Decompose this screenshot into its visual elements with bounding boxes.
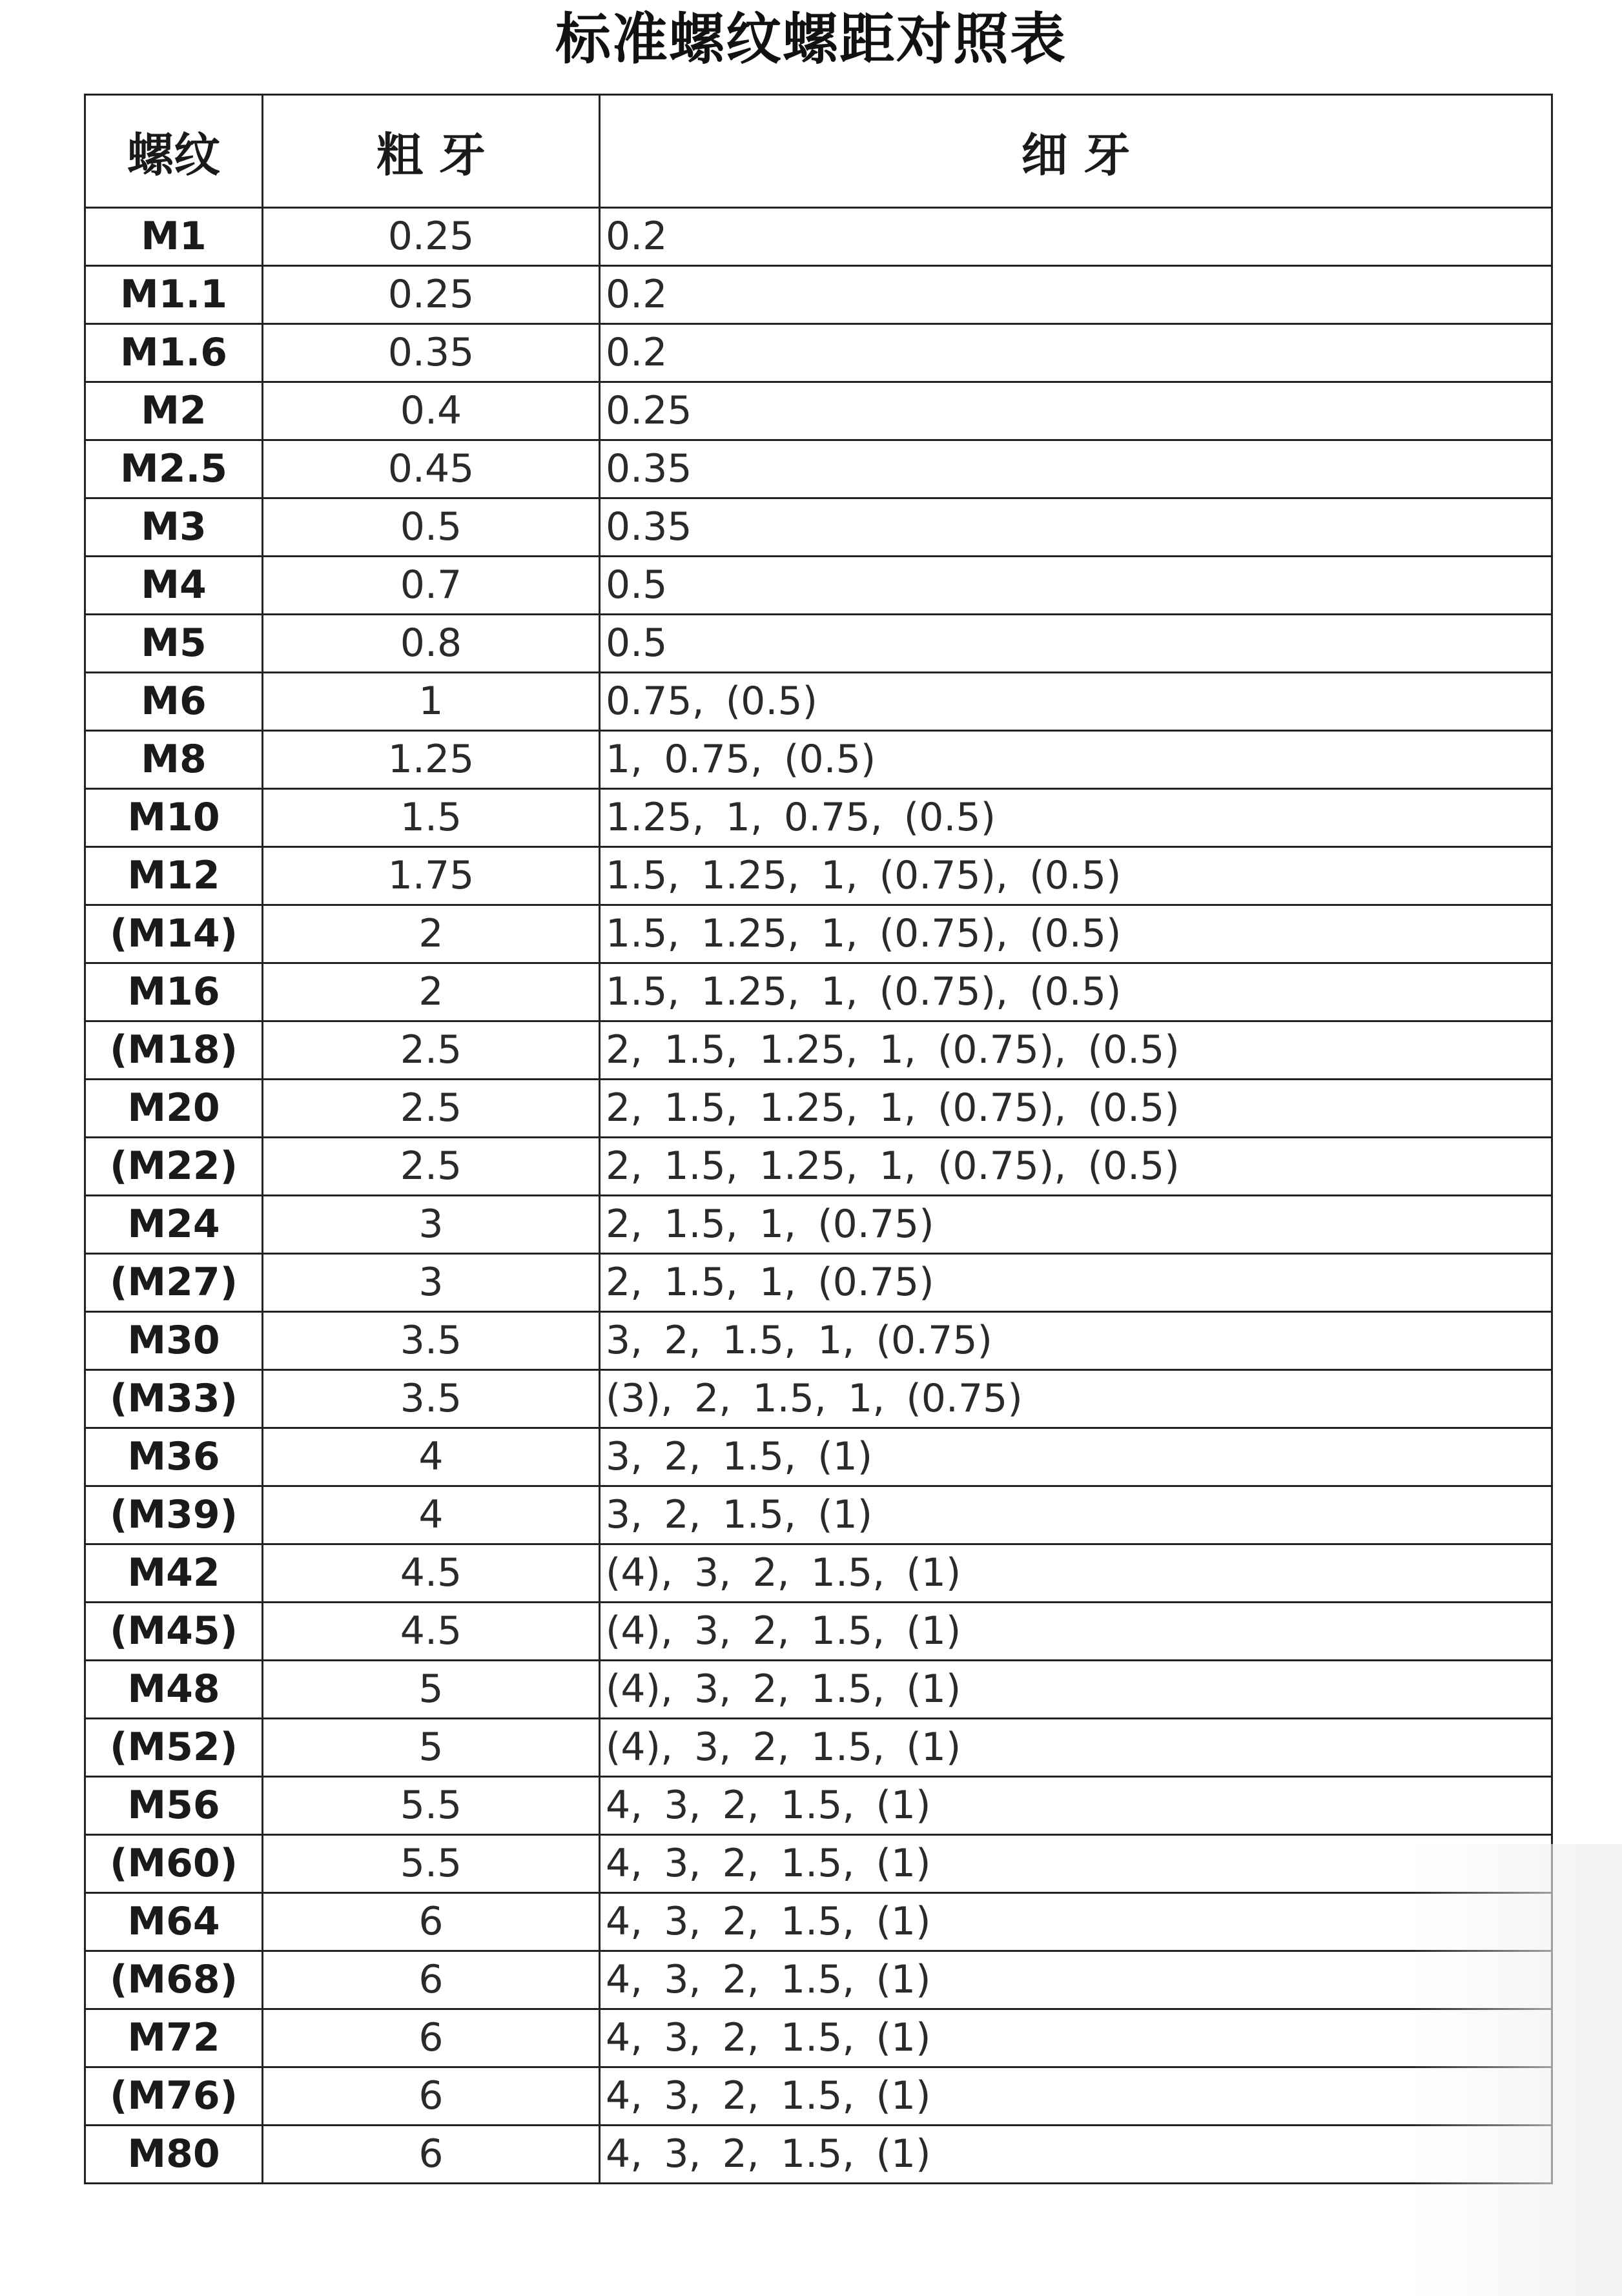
thread-cell: M36 <box>85 1428 263 1486</box>
table-row <box>85 1428 1552 1486</box>
coarse-pitch-cell: 3 <box>263 1196 600 1254</box>
table-row <box>85 2067 1552 2126</box>
table-row <box>85 1893 1552 1951</box>
table-row <box>85 1196 1552 1254</box>
fine-pitch-cell: 3, 2, 1.5, (1) <box>600 1428 1552 1486</box>
table-header <box>85 95 1552 208</box>
fine-pitch-cell: 0.25 <box>600 382 1552 440</box>
coarse-pitch-cell: 0.35 <box>263 324 600 382</box>
table-row <box>85 382 1552 440</box>
table-row <box>85 1544 1552 1603</box>
table-row <box>85 498 1552 557</box>
table-row <box>85 731 1552 789</box>
thread-cell: M1 <box>85 208 263 266</box>
thread-cell: M8 <box>85 731 263 789</box>
table-row <box>85 1486 1552 1544</box>
coarse-pitch-cell: 5.5 <box>263 1835 600 1893</box>
coarse-pitch-cell: 0.8 <box>263 615 600 673</box>
thread-cell: (M45) <box>85 1603 263 1661</box>
table-row <box>85 324 1552 382</box>
thread-cell: M12 <box>85 847 263 905</box>
fine-pitch-cell: (4), 3, 2, 1.5, (1) <box>600 1719 1552 1777</box>
coarse-pitch-cell: 2.5 <box>263 1138 600 1196</box>
thread-cell: M3 <box>85 498 263 557</box>
coarse-pitch-cell: 6 <box>263 1893 600 1951</box>
table-row <box>85 1835 1552 1893</box>
fine-pitch-cell: 1.5, 1.25, 1, (0.75), (0.5) <box>600 847 1552 905</box>
table-row <box>85 1777 1552 1835</box>
header-row <box>85 95 1552 208</box>
coarse-pitch-cell: 3 <box>263 1254 600 1312</box>
coarse-pitch-cell: 6 <box>263 2009 600 2067</box>
coarse-pitch-cell: 5 <box>263 1719 600 1777</box>
coarse-pitch-cell: 1.5 <box>263 789 600 847</box>
coarse-pitch-cell: 0.5 <box>263 498 600 557</box>
thread-cell: (M33) <box>85 1370 263 1428</box>
table-row <box>85 1312 1552 1370</box>
coarse-pitch-cell: 5.5 <box>263 1777 600 1835</box>
fine-pitch-cell: 4, 3, 2, 1.5, (1) <box>600 1951 1552 2009</box>
table-row <box>85 440 1552 498</box>
thread-cell: M10 <box>85 789 263 847</box>
fine-pitch-cell: 0.75, (0.5) <box>600 673 1552 731</box>
coarse-pitch-cell: 0.45 <box>263 440 600 498</box>
thread-cell: M48 <box>85 1661 263 1719</box>
coarse-pitch-cell: 5 <box>263 1661 600 1719</box>
fine-pitch-cell: 3, 2, 1.5, 1, (0.75) <box>600 1312 1552 1370</box>
table-row <box>85 1603 1552 1661</box>
fine-pitch-cell: 2, 1.5, 1.25, 1, (0.75), (0.5) <box>600 1080 1552 1138</box>
thread-cell: M24 <box>85 1196 263 1254</box>
coarse-pitch-cell: 3.5 <box>263 1370 600 1428</box>
fine-pitch-cell: 3, 2, 1.5, (1) <box>600 1486 1552 1544</box>
coarse-pitch-cell: 2 <box>263 963 600 1021</box>
thread-cell: M2.5 <box>85 440 263 498</box>
thread-cell: M42 <box>85 1544 263 1603</box>
table-row <box>85 1254 1552 1312</box>
header-thread: 螺纹 <box>85 95 263 208</box>
thread-cell: M1.1 <box>85 266 263 324</box>
fine-pitch-cell: 4, 3, 2, 1.5, (1) <box>600 2067 1552 2126</box>
fine-pitch-cell: 1.5, 1.25, 1, (0.75), (0.5) <box>600 963 1552 1021</box>
thread-cell: M5 <box>85 615 263 673</box>
table-row <box>85 2126 1552 2184</box>
fine-pitch-cell: 2, 1.5, 1.25, 1, (0.75), (0.5) <box>600 1138 1552 1196</box>
coarse-pitch-cell: 2 <box>263 905 600 963</box>
fine-pitch-cell: (3), 2, 1.5, 1, (0.75) <box>600 1370 1552 1428</box>
fine-pitch-cell: 0.35 <box>600 440 1552 498</box>
thread-cell: (M27) <box>85 1254 263 1312</box>
table-row <box>85 789 1552 847</box>
fine-pitch-cell: 2, 1.5, 1, (0.75) <box>600 1254 1552 1312</box>
thread-pitch-table <box>84 94 1553 2184</box>
thread-cell: (M76) <box>85 2067 263 2126</box>
coarse-pitch-cell: 1.75 <box>263 847 600 905</box>
thread-cell: (M39) <box>85 1486 263 1544</box>
table-row <box>85 847 1552 905</box>
table-body <box>85 208 1552 2184</box>
table-row <box>85 1021 1552 1080</box>
fine-pitch-cell: 4, 3, 2, 1.5, (1) <box>600 1777 1552 1835</box>
thread-cell: (M52) <box>85 1719 263 1777</box>
fine-pitch-cell: 4, 3, 2, 1.5, (1) <box>600 1835 1552 1893</box>
coarse-pitch-cell: 0.4 <box>263 382 600 440</box>
fine-pitch-cell: 4, 3, 2, 1.5, (1) <box>600 1893 1552 1951</box>
fine-pitch-cell: 1.25, 1, 0.75, (0.5) <box>600 789 1552 847</box>
thread-cell: M2 <box>85 382 263 440</box>
table-row <box>85 1138 1552 1196</box>
table-row <box>85 905 1552 963</box>
fine-pitch-cell: 0.2 <box>600 266 1552 324</box>
fine-pitch-cell: 0.35 <box>600 498 1552 557</box>
coarse-pitch-cell: 4 <box>263 1486 600 1544</box>
fine-pitch-cell: 4, 3, 2, 1.5, (1) <box>600 2126 1552 2184</box>
thread-cell: M6 <box>85 673 263 731</box>
coarse-pitch-cell: 4 <box>263 1428 600 1486</box>
header-coarse-pitch: 粗 牙 <box>263 95 600 208</box>
table-row <box>85 557 1552 615</box>
fine-pitch-cell: (4), 3, 2, 1.5, (1) <box>600 1544 1552 1603</box>
coarse-pitch-cell: 1 <box>263 673 600 731</box>
thread-cell: (M18) <box>85 1021 263 1080</box>
table-row <box>85 673 1552 731</box>
coarse-pitch-cell: 6 <box>263 2126 600 2184</box>
thread-cell: M1.6 <box>85 324 263 382</box>
coarse-pitch-cell: 6 <box>263 1951 600 2009</box>
thread-cell: M20 <box>85 1080 263 1138</box>
table-row <box>85 1080 1552 1138</box>
thread-cell: M16 <box>85 963 263 1021</box>
thread-cell: (M14) <box>85 905 263 963</box>
table-row <box>85 615 1552 673</box>
thread-cell: (M60) <box>85 1835 263 1893</box>
coarse-pitch-cell: 6 <box>263 2067 600 2126</box>
thread-cell: (M68) <box>85 1951 263 2009</box>
coarse-pitch-cell: 4.5 <box>263 1603 600 1661</box>
coarse-pitch-cell: 0.25 <box>263 266 600 324</box>
table-row <box>85 963 1552 1021</box>
coarse-pitch-cell: 0.25 <box>263 208 600 266</box>
fine-pitch-cell: 0.2 <box>600 324 1552 382</box>
thread-cell: M4 <box>85 557 263 615</box>
table-row <box>85 1661 1552 1719</box>
fine-pitch-cell: 2, 1.5, 1.25, 1, (0.75), (0.5) <box>600 1021 1552 1080</box>
table-row <box>85 1719 1552 1777</box>
table-row <box>85 208 1552 266</box>
fine-pitch-cell: (4), 3, 2, 1.5, (1) <box>600 1661 1552 1719</box>
fine-pitch-cell: 2, 1.5, 1, (0.75) <box>600 1196 1552 1254</box>
coarse-pitch-cell: 2.5 <box>263 1080 600 1138</box>
thread-cell: M30 <box>85 1312 263 1370</box>
coarse-pitch-cell: 3.5 <box>263 1312 600 1370</box>
table-row <box>85 266 1552 324</box>
fine-pitch-cell: 0.5 <box>600 557 1552 615</box>
coarse-pitch-cell: 4.5 <box>263 1544 600 1603</box>
header-fine-pitch: 细 牙 <box>600 95 1552 208</box>
coarse-pitch-cell: 0.7 <box>263 557 600 615</box>
thread-cell: M72 <box>85 2009 263 2067</box>
fine-pitch-cell: (4), 3, 2, 1.5, (1) <box>600 1603 1552 1661</box>
fine-pitch-cell: 0.5 <box>600 615 1552 673</box>
thread-cell: M80 <box>85 2126 263 2184</box>
page-title: 标准螺纹螺距对照表 <box>555 7 1067 72</box>
thread-cell: M64 <box>85 1893 263 1951</box>
coarse-pitch-cell: 1.25 <box>263 731 600 789</box>
fine-pitch-cell: 0.2 <box>600 208 1552 266</box>
table-row <box>85 1370 1552 1428</box>
coarse-pitch-cell: 2.5 <box>263 1021 600 1080</box>
table-row <box>85 1951 1552 2009</box>
thread-cell: M56 <box>85 1777 263 1835</box>
fine-pitch-cell: 1, 0.75, (0.5) <box>600 731 1552 789</box>
table-row <box>85 2009 1552 2067</box>
fine-pitch-cell: 4, 3, 2, 1.5, (1) <box>600 2009 1552 2067</box>
thread-cell: (M22) <box>85 1138 263 1196</box>
fine-pitch-cell: 1.5, 1.25, 1, (0.75), (0.5) <box>600 905 1552 963</box>
